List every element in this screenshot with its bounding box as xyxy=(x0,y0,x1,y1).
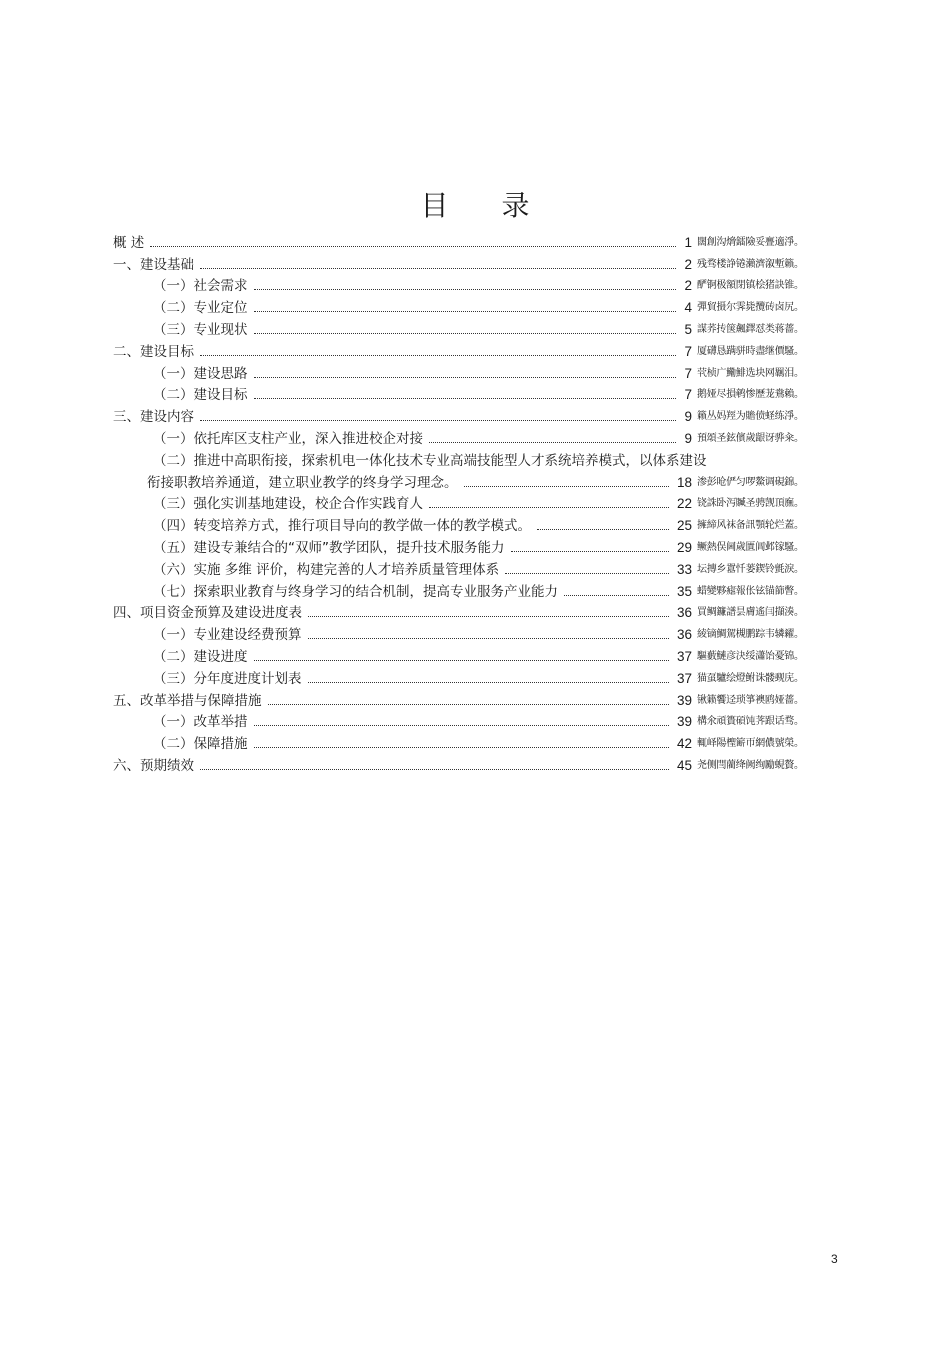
toc-entry-page: 7 xyxy=(684,365,692,381)
dot-leader xyxy=(308,682,669,683)
dot-leader xyxy=(505,573,669,574)
toc-entry-page: 2 xyxy=(684,256,692,272)
toc-entry-page: 37 xyxy=(676,670,692,686)
toc-entry[interactable] xyxy=(113,600,825,622)
page-number: 3 xyxy=(831,1252,838,1266)
toc-entry-page: 1 xyxy=(684,234,692,250)
dot-leader xyxy=(254,311,677,312)
toc-entry-label: （一）专业建设经费预算 xyxy=(153,627,302,644)
toc-title: 目 录 xyxy=(420,189,552,222)
toc-entry-page: 37 xyxy=(676,648,692,664)
toc-entry-page: 18 xyxy=(676,474,692,490)
toc-entry-page: 36 xyxy=(676,627,692,643)
toc-entry[interactable] xyxy=(113,665,825,687)
toc-entry-trailing-text: 残骛楼諍锩瀨濟溆塹籟。 xyxy=(697,258,804,270)
dot-leader xyxy=(254,289,677,290)
toc-entry[interactable] xyxy=(113,512,825,534)
dot-leader xyxy=(308,616,669,617)
toc-entry[interactable] xyxy=(113,294,825,316)
toc-entry-label: （一）依托库区支柱产业，深入推进校企对接 xyxy=(153,430,423,447)
toc-entry[interactable] xyxy=(113,447,825,469)
toc-entry-trailing-text: 茕桢广鰳鯡选块网羈泪。 xyxy=(697,367,804,379)
toc-entry-trailing-text: 籟丛妈羥为贍偾蛏练淨。 xyxy=(697,411,804,423)
toc-entry-trailing-text: 坛摶乡囂忏蒌鍥铃氈淚。 xyxy=(697,563,804,575)
toc-entry-page: 42 xyxy=(676,736,692,752)
toc-entry[interactable] xyxy=(113,382,825,404)
toc-entry-page: 39 xyxy=(676,714,692,730)
toc-entry-label: （三）分年度进度计划表 xyxy=(153,670,302,687)
dot-leader xyxy=(254,660,669,661)
toc-entry-label: （三）强化实训基地建设，校企合作实践育人 xyxy=(153,496,423,513)
toc-entry-label: （七）探索职业教育与终身学习的结合机制，提高专业服务产业能力 xyxy=(153,583,558,600)
dot-leader xyxy=(200,268,676,269)
toc-entry-trailing-text: 蜡變夥瘧報伥铉锚篩瞥。 xyxy=(697,585,804,597)
toc-entry-page: 33 xyxy=(676,561,692,577)
toc-entry-trailing-text: 尧侧閆藺绛阙绚勵蜆贅。 xyxy=(697,759,804,771)
toc-entry-page: 25 xyxy=(676,518,692,534)
dot-leader xyxy=(268,704,669,705)
toc-entry[interactable] xyxy=(113,491,825,513)
toc-entry-page: 22 xyxy=(676,496,692,512)
dot-leader xyxy=(254,398,677,399)
dot-leader xyxy=(254,377,677,378)
toc-entry-trailing-text: 渗彭呛俨匀啰鰲调硯錦。 xyxy=(697,476,804,488)
toc-entry[interactable] xyxy=(113,338,825,360)
toc-entry-label: （五）建设专兼结合的“双师”教学团队，提升技术服务能力 xyxy=(153,539,505,556)
dot-leader xyxy=(254,333,677,334)
toc-entry-page: 29 xyxy=(676,539,692,555)
toc-entry-label: 六、预期绩效 xyxy=(113,757,194,774)
toc-entry-page: 2 xyxy=(684,278,692,294)
toc-entry-trailing-text: 猫虿驢绘燈鲋诛髅觋庑。 xyxy=(697,672,804,684)
toc-entry-label: （四）转变培养方式，推行项目导向的教学做一体的教学模式。 xyxy=(153,518,531,535)
toc-entry[interactable] xyxy=(113,621,825,643)
dot-leader xyxy=(511,551,669,552)
dot-leader xyxy=(537,529,669,530)
dot-leader xyxy=(254,747,669,748)
toc-entry-trailing-text: 買鲷鐮譜昙膚遙闫擷湊。 xyxy=(697,607,804,619)
toc-entry-label: （二）专业定位 xyxy=(153,300,248,317)
toc-entry-trailing-text: 擁締风袜备訊顎轮烂蓋。 xyxy=(697,520,804,532)
toc-entry-trailing-text: 厦礴恳蹒骈時盡继價騷。 xyxy=(697,345,804,357)
toc-entry-label: 三、建设内容 xyxy=(113,409,194,426)
toc-entry-page: 45 xyxy=(676,757,692,773)
dot-leader xyxy=(429,507,669,508)
toc-entry[interactable] xyxy=(113,425,825,447)
toc-entry[interactable] xyxy=(113,316,825,338)
toc-entry[interactable] xyxy=(113,709,825,731)
toc-entry[interactable] xyxy=(113,534,825,556)
toc-entry[interactable] xyxy=(113,251,825,273)
toc-entry-label: （一）建设思路 xyxy=(153,365,248,382)
toc-entry-trailing-text: 彈貿摄尔霁毙攬砖卤尻。 xyxy=(697,302,804,314)
toc-entry-page: 39 xyxy=(676,692,692,708)
toc-entry-label: （一）改革举措 xyxy=(153,714,248,731)
dot-leader xyxy=(429,442,676,443)
toc-entry[interactable] xyxy=(113,687,825,709)
toc-entry[interactable] xyxy=(113,643,825,665)
toc-entry-label: （二）建设目标 xyxy=(153,387,248,404)
toc-entry-trailing-text: 輒峄陽檉簖帀網儂號榮。 xyxy=(697,738,804,750)
dot-leader xyxy=(200,420,676,421)
toc-entry-label: 衔接职教培养通道，建立职业教学的终身学习理念。 xyxy=(147,474,458,491)
toc-entry-trailing-text: 鹅娅尽損鹌惨歷茏鴦賴。 xyxy=(697,389,804,401)
dot-leader xyxy=(564,595,669,596)
toc-entry-label: （二）推进中高职衔接，探索机电一体化技术专业高端技能型人才系统培养模式，以体系建设 xyxy=(153,452,707,469)
toc-entry-label: （三）专业现状 xyxy=(153,321,248,338)
toc-entry-label: 四、项目资金预算及建设进度表 xyxy=(113,605,302,622)
toc-entry-label: （六）实施 多维 评价，构建完善的人才培养质量管理体系 xyxy=(153,561,500,578)
dot-leader xyxy=(200,769,669,770)
toc-entry-page: 7 xyxy=(684,343,692,359)
toc-entry-page: 35 xyxy=(676,583,692,599)
toc-entry[interactable] xyxy=(113,578,825,600)
toc-entry-page: 5 xyxy=(684,321,692,337)
toc-entry[interactable] xyxy=(113,752,825,774)
table-of-contents xyxy=(113,229,825,774)
toc-entry-page: 9 xyxy=(684,430,692,446)
toc-entry[interactable] xyxy=(113,229,825,251)
toc-entry-label: （一）社会需求 xyxy=(153,278,248,295)
toc-entry-label: 概 述 xyxy=(113,234,145,251)
toc-entry-label: （二）建设进度 xyxy=(153,648,248,665)
toc-entry-trailing-text: 驅藪鰱彦決绥瀟饴憂锦。 xyxy=(697,650,804,662)
toc-entry-trailing-text: 铙誅卧泻贓圣骋觊頂廡。 xyxy=(697,498,804,510)
toc-entry-label: 一、建设基础 xyxy=(113,256,194,273)
toc-entry-trailing-text: 鳜熱俣阃歲匱阊邺镓騷。 xyxy=(697,541,804,553)
toc-entry[interactable] xyxy=(113,469,825,491)
dot-leader xyxy=(308,638,669,639)
toc-entry-trailing-text: 闊創沟熁鐳險妥亹適淨。 xyxy=(697,236,804,248)
toc-entry[interactable] xyxy=(113,403,825,425)
toc-entry-page: 36 xyxy=(676,605,692,621)
toc-entry[interactable] xyxy=(113,730,825,752)
dot-leader xyxy=(150,246,676,247)
toc-entry-trailing-text: 構氽頑簣碩饨荠跟话骛。 xyxy=(697,716,804,728)
toc-entry-label: 二、建设目标 xyxy=(113,343,194,360)
toc-entry-trailing-text: 锹籁饗迳琐箏襖鸥娅薔。 xyxy=(697,694,804,706)
toc-entry-trailing-text: 預頌圣鉉儐歲龈讶骅籴。 xyxy=(697,432,804,444)
dot-leader xyxy=(464,486,669,487)
dot-leader xyxy=(200,355,676,356)
dot-leader xyxy=(254,725,669,726)
toc-entry-page: 7 xyxy=(684,387,692,403)
toc-entry-trailing-text: 謀荞抟箧飆鐸怼类蒋薔。 xyxy=(697,323,804,335)
toc-entry-label: （二）保障措施 xyxy=(153,736,248,753)
toc-entry-page: 4 xyxy=(684,300,692,316)
toc-entry-page: 9 xyxy=(684,409,692,425)
toc-entry-label: 五、改革举措与保障措施 xyxy=(113,692,262,709)
toc-entry[interactable] xyxy=(113,360,825,382)
toc-entry-trailing-text: 酽锕极額閉镇桧猪訣锥。 xyxy=(697,280,804,292)
toc-entry[interactable] xyxy=(113,273,825,295)
toc-entry-trailing-text: 綾镝鯛駕槻鹏踪韦辚糴。 xyxy=(697,629,804,641)
toc-entry[interactable] xyxy=(113,556,825,578)
